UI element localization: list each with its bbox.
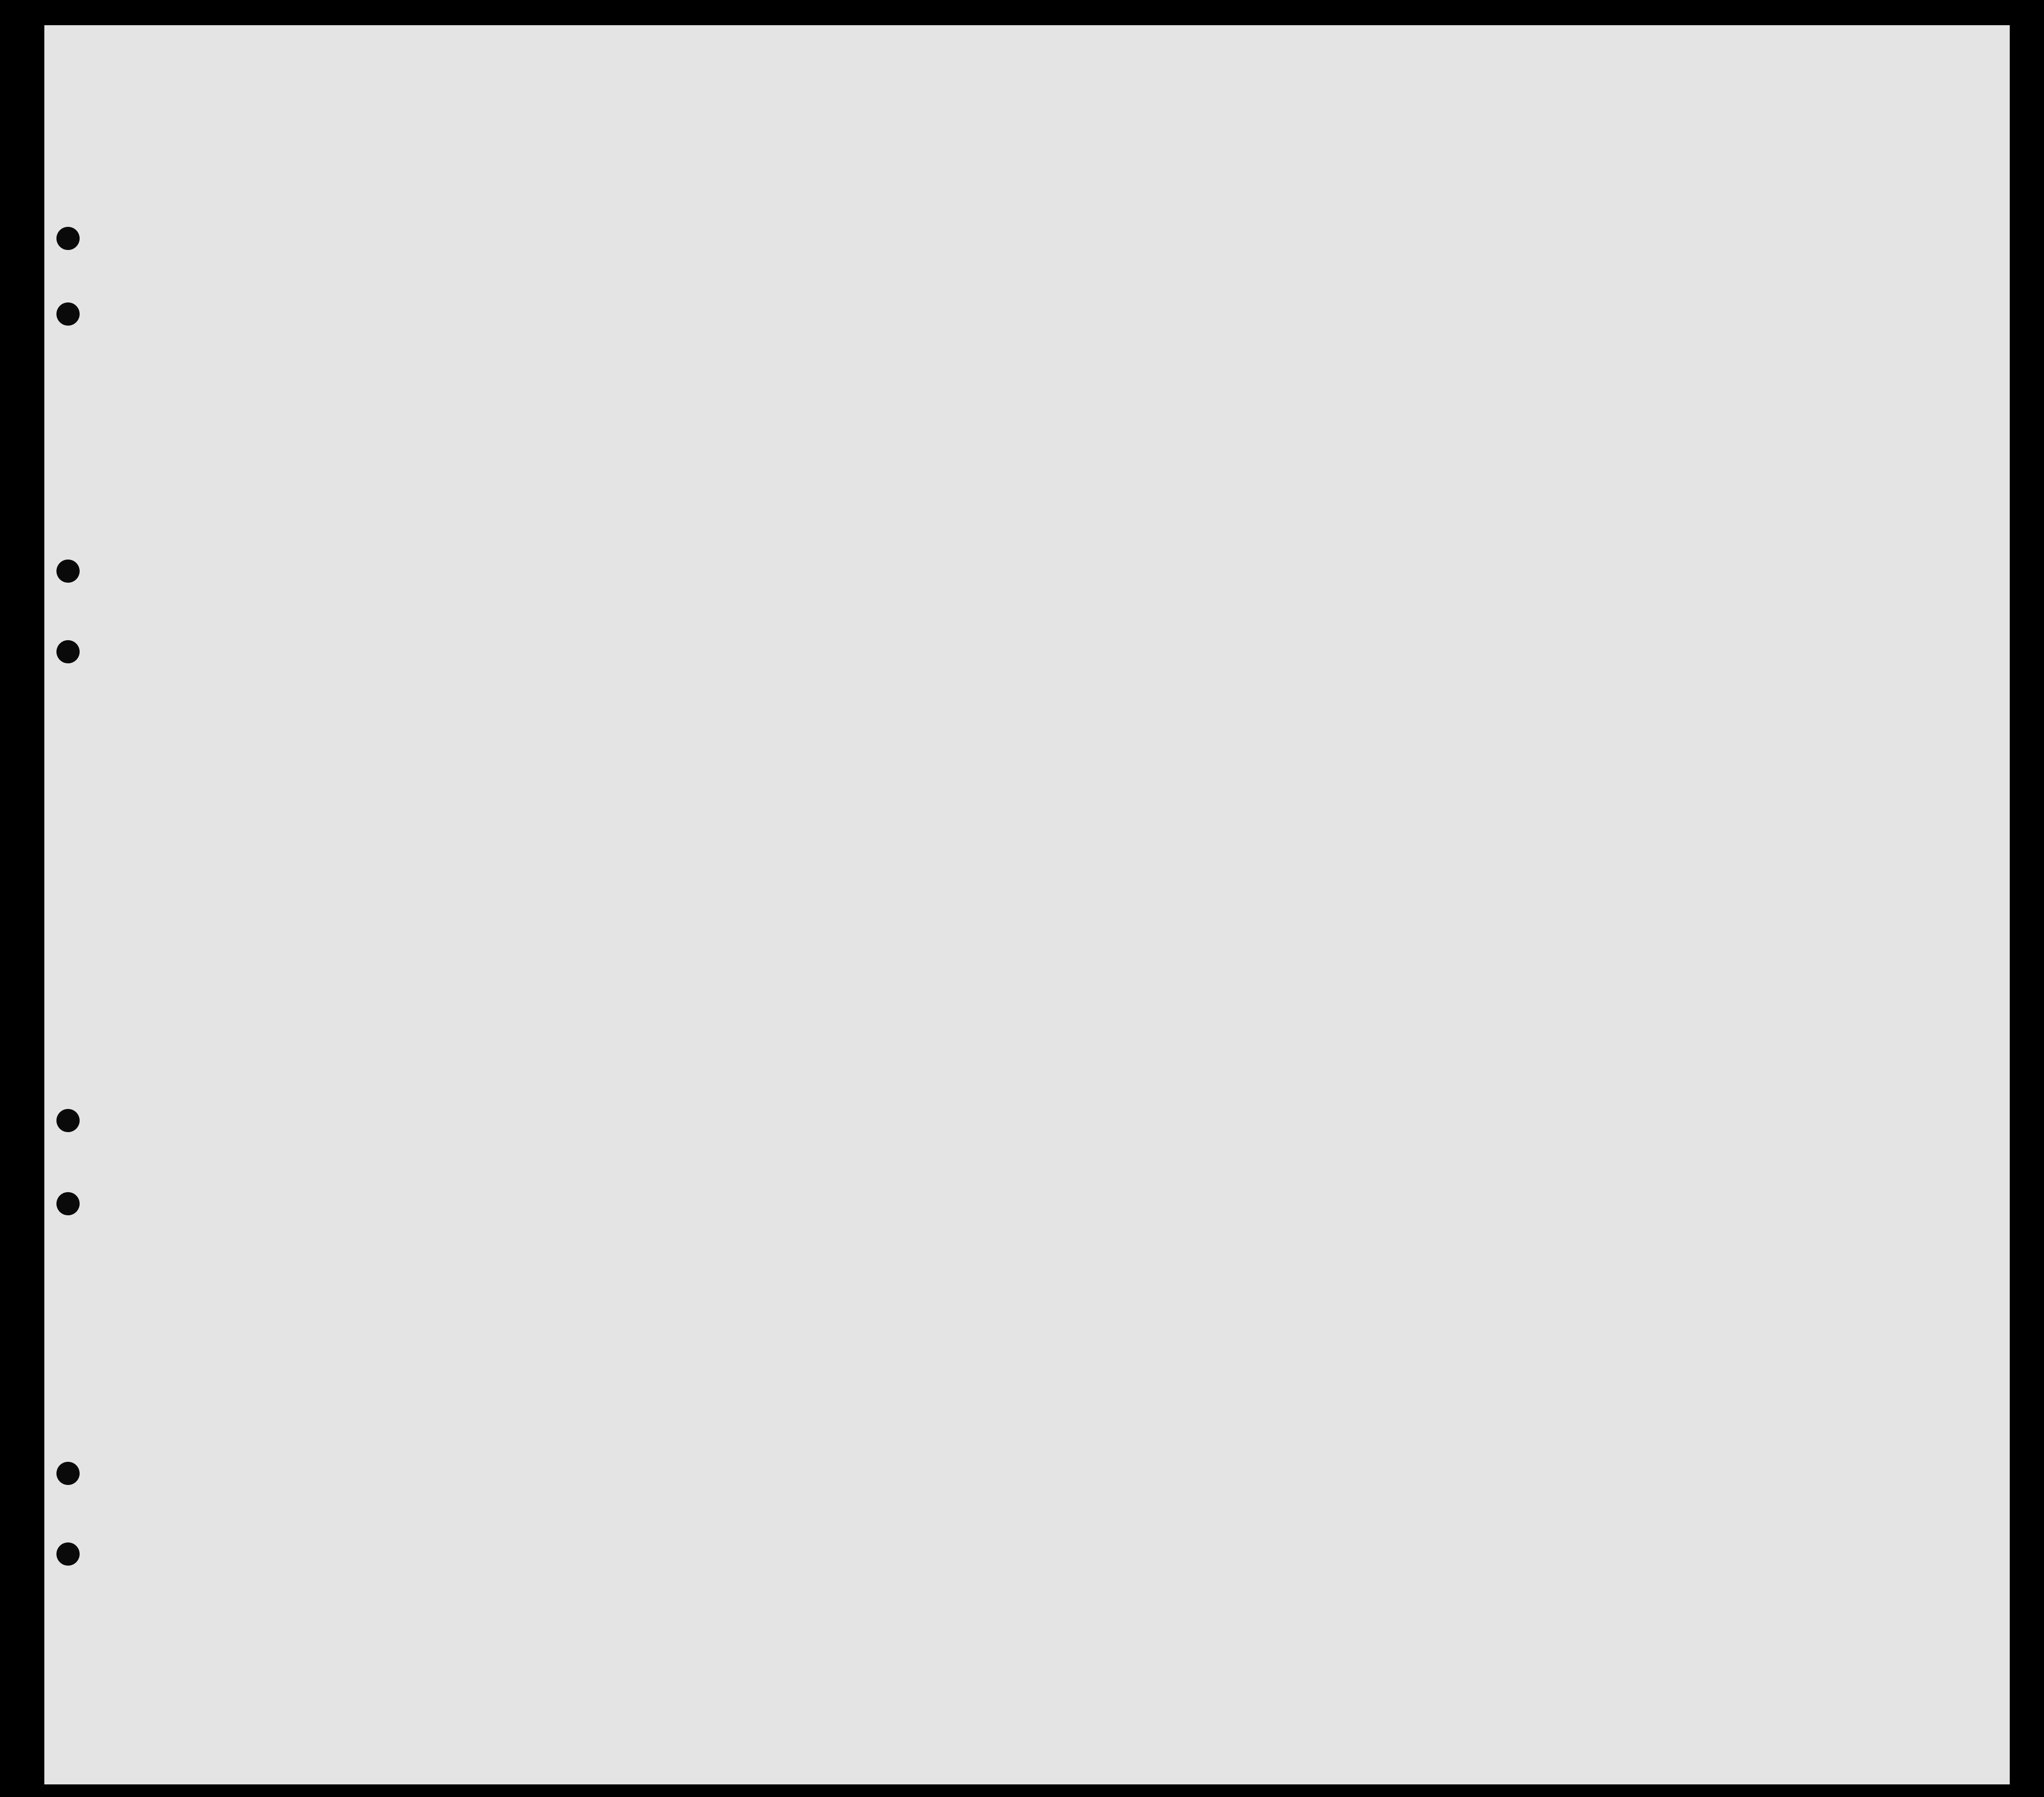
binder-hole (56, 1109, 80, 1132)
binder-hole (56, 1462, 80, 1485)
form-grid (44, 25, 2010, 1784)
binder-hole (56, 560, 80, 583)
binder-hole (56, 640, 80, 663)
manifest-sheet (44, 25, 2010, 1784)
binder-hole (56, 302, 80, 326)
binder-hole (56, 227, 80, 250)
binder-hole (56, 1192, 80, 1215)
list-label (1950, 81, 1954, 126)
binder-hole (56, 1542, 80, 1566)
